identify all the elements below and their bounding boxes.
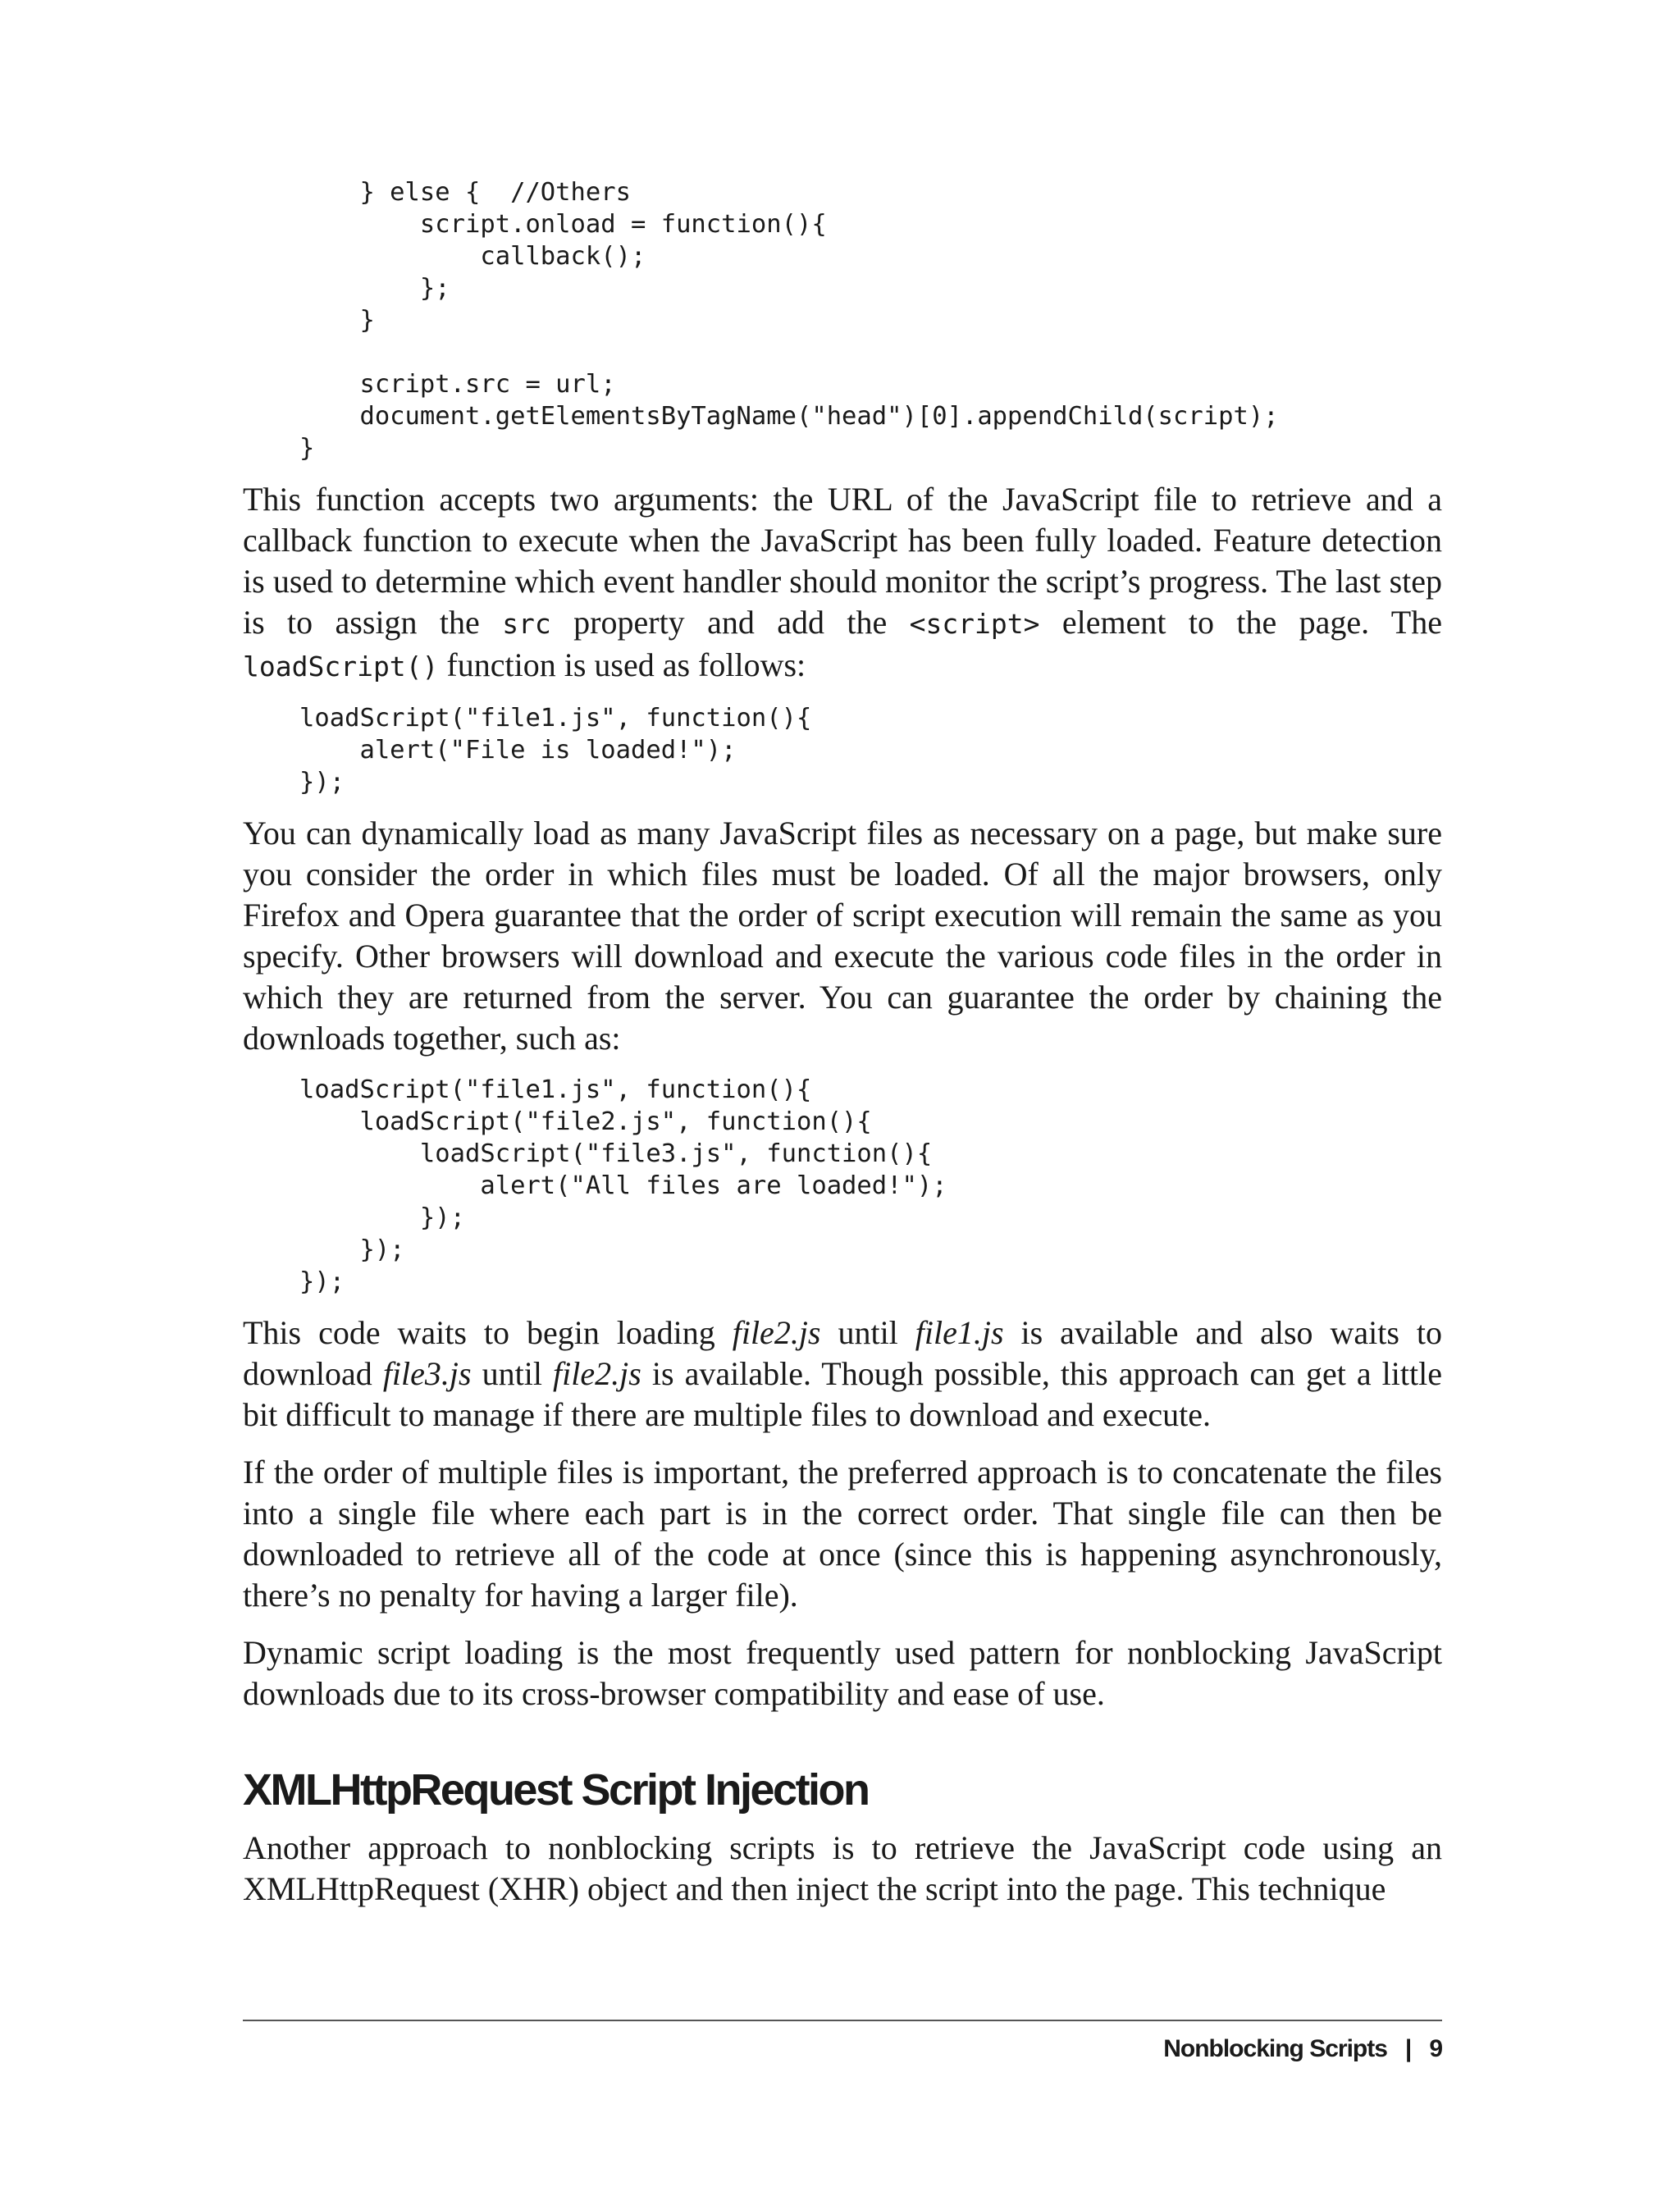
- text-segment: element to the page. The: [1039, 604, 1442, 641]
- filename-file2: file2.js: [732, 1314, 821, 1351]
- inline-code-src: src: [502, 608, 551, 640]
- paragraph-dynamic-loading-summary: Dynamic script loading is the most frequently used pattern for nonblocking JavaScript downloads due to its cross-browser compatibility and ease of use.: [243, 1634, 1442, 1712]
- inline-code-script-tag: <script>: [909, 608, 1040, 640]
- paragraph-function-explanation: [243, 479, 1442, 687]
- section-heading: XMLHttpRequest Script Injection: [243, 1765, 869, 1815]
- footer-separator: |: [1404, 2035, 1412, 2062]
- code-block-load-script-tail: } else { //Others script.onload = function(){ callback(); }; } script.src = url; document.getElementsByTagName("head")[0].appendChild(script); }: [299, 178, 1279, 463]
- text-segment: until: [820, 1314, 915, 1351]
- text-segment: property and add the: [550, 604, 910, 641]
- page-number: 9: [1429, 2035, 1442, 2062]
- text-segment: This code waits to begin loading: [243, 1314, 733, 1351]
- text-segment: function is used as follows:: [438, 646, 806, 683]
- paragraph-load-order: You can dynamically load as many JavaScript files as necessary on a page, but make sure you consider the order in which files must be loaded. Of all the major browsers, only Firefox and Opera guarantee that the order of script execution will remain the same as you specify. Other browsers will download and execute the various code files in the order in which they are returned from the server. You can guarantee the order by chaining the downloads together, such as:: [243, 815, 1442, 1057]
- filename-file3: file3.js: [382, 1355, 472, 1392]
- text-segment: is available and also waits to download: [243, 1314, 1442, 1392]
- text-segment: is available. Though possible, this approach can get a little bit difficult to manage if there are multiple files to download and execute.: [243, 1355, 1443, 1433]
- paragraph-concatenate-files: If the order of multiple files is important, the preferred approach is to concatenate the files into a single file where each part is in the correct order. That single file can then be downloaded to retrieve all of the code at once (since this is happening asynchronously, there’s no penalty for having a larger file).: [243, 1454, 1442, 1614]
- inline-code-loadscript: loadScript(): [243, 651, 439, 682]
- filename-file1: file1.js: [915, 1314, 1004, 1351]
- filename-file2: file2.js: [553, 1355, 641, 1392]
- code-block-chained-downloads: loadScript("file1.js", function(){ loadScript("file2.js", function(){ loadScript("file3.js", function(){ alert("All files are loaded!"); }); }); });: [299, 1075, 947, 1296]
- footer-section-title: Nonblocking Scripts: [1163, 2035, 1387, 2062]
- text-segment: This function accepts two arguments: the URL of the JavaScript file to retrieve and a callback function to execute when the JavaScript has been fully loaded. Feature detection is used to determine which event handler should monitor the script’s progress. The last step is to assign the: [243, 481, 1442, 641]
- page-footer: [1163, 2033, 1442, 2066]
- code-block-loadscript-usage: loadScript("file1.js", function(){ alert("File is loaded!"); });: [299, 704, 812, 797]
- page-content: [243, 176, 1442, 1910]
- text-segment: until: [471, 1355, 554, 1392]
- footer-divider: [243, 2020, 1442, 2021]
- paragraph-xhr-intro: Another approach to nonblocking scripts is to retrieve the JavaScript code using an XMLHttpRequest (XHR) object and then inject the script into the page. This technique: [243, 1829, 1442, 1907]
- paragraph-chaining-explanation: [243, 1312, 1442, 1436]
